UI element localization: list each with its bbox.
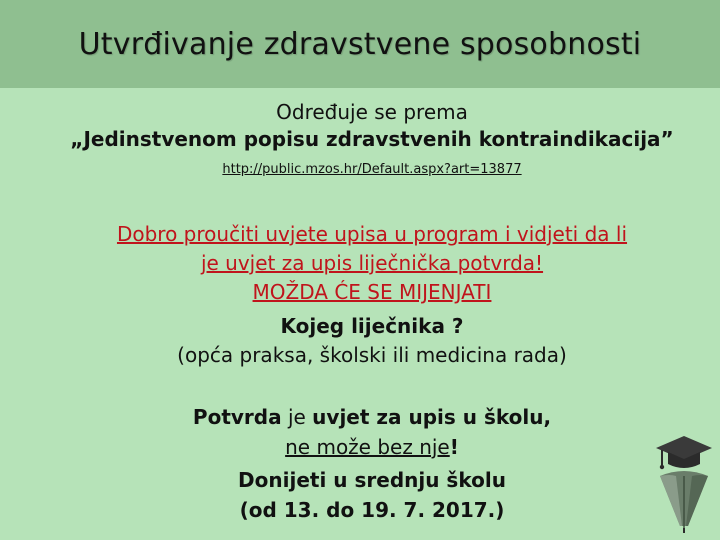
title-bar [0, 0, 720, 88]
warning-line-1: Dobro proučiti uvjete upisa u program i vidjeti da li [116, 222, 628, 246]
intro-line-2: „Jedinstvenom popisu zdravstvenih kontraindikacija” [70, 127, 674, 151]
intro-line-1: Određuje se prema [276, 100, 468, 124]
question-line-1: Kojeg liječnika ? [280, 314, 464, 338]
intro-link-row [12, 162, 720, 177]
graduation-cap-umbrella-icon [654, 432, 714, 534]
note-bold-uvjet: uvjet za upis u školu, [312, 405, 552, 429]
contraindications-link[interactable]: http://public.mzos.hr/Default.aspx?art=13877 [222, 162, 522, 177]
question-line-2: (opća praksa, školski ili medicina rada) [177, 343, 567, 367]
slide-title: Utvrđivanje zdravstvene sposobnosti [78, 26, 642, 62]
note-bold-potvrda: Potvrda [192, 405, 282, 429]
note-plain-je: je [281, 405, 313, 429]
warning-line-3: MOŽDA ĆE SE MIJENJATI [252, 280, 492, 304]
note-line-2 [12, 435, 720, 459]
warning-line-2: je uvjet za upis liječnička potvrda! [200, 251, 544, 275]
note-underlined: ne može bez nje [285, 435, 450, 459]
note-line-3: Donijeti u srednju školu [238, 468, 506, 492]
note-line-1 [12, 405, 720, 429]
note-exclamation: ! [449, 435, 459, 459]
note-line-4: (od 13. do 19. 7. 2017.) [239, 498, 505, 522]
